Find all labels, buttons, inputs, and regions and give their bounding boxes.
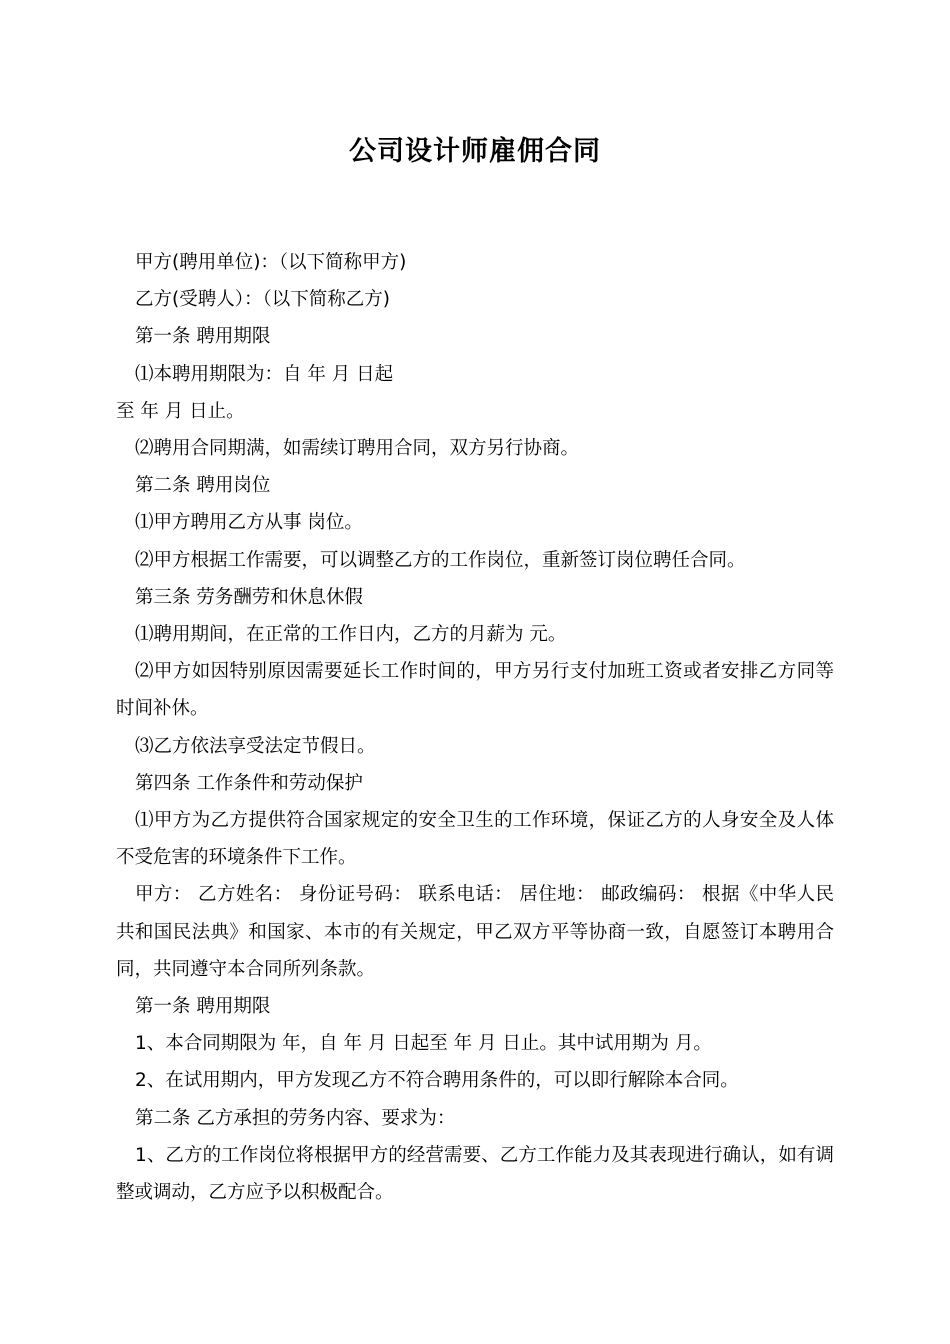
clause-paragraph: ⑴本聘用期限为：自 年 月 日起 <box>135 363 394 385</box>
article-heading: 第二条 聘用岗位 <box>135 475 271 497</box>
clause-paragraph: 1、本合同期限为 年，自 年 月 日起至 年 月 日止。其中试用期为 月。 <box>135 1033 712 1055</box>
clause-paragraph: ⑶乙方依法享受法定节假日。 <box>135 735 376 757</box>
party-a-line: 甲方(聘用单位)：（以下简称甲方) <box>135 252 407 273</box>
article-heading: 第二条 乙方承担的劳务内容、要求为： <box>135 1107 456 1129</box>
document-title: 公司设计师雇佣合同 <box>349 136 601 167</box>
article-heading: 第一条 聘用期限 <box>135 996 271 1018</box>
clause-paragraph: ⑴甲方聘用乙方从事 岗位。 <box>135 512 363 534</box>
clause-paragraph: 2、在试用期内，甲方发现乙方不符合聘用条件的，可以即行解除本合同。 <box>135 1070 739 1092</box>
clause-paragraph: ⑴聘用期间，在正常的工作日内，乙方的月薪为 元。 <box>135 624 567 646</box>
clause-paragraph: 1、乙方的工作岗位将根据甲方的经营需要、乙方工作能力及其表现进行确认，如有调整或调动，乙方应予以积极配合。 <box>116 1144 834 1204</box>
article-heading: 第三条 劳务酬劳和休息休假 <box>135 586 363 608</box>
clause-paragraph: ⑵聘用合同期满，如需续订聘用合同，双方另行协商。 <box>135 438 580 460</box>
article-heading: 第四条 工作条件和劳动保护 <box>135 772 363 794</box>
parties-info-paragraph: 甲方： 乙方姓名： 身份证号码： 联系电话： 居住地： 邮政编码： 根据《中华人民共和国民法典》和国家、本市的有关规定，甲乙双方平等协商一致，自愿签订本聘用合同，共同遵守本合同所列条款。 <box>116 884 834 980</box>
article-heading: 第一条 聘用期限 <box>135 326 271 348</box>
document-body <box>116 244 834 1211</box>
clause-paragraph: ⑵甲方根据工作需要，可以调整乙方的工作岗位，重新签订岗位聘任合同。 <box>135 549 746 571</box>
clause-paragraph: 至 年 月 日止。 <box>116 400 245 422</box>
party-b-line: 乙方(受聘人）：（以下简称乙方) <box>135 289 390 311</box>
clause-paragraph: ⑴甲方为乙方提供符合国家规定的安全卫生的工作环境，保证乙方的人身安全及人体不受危害的环境条件下工作。 <box>116 810 834 869</box>
clause-paragraph: ⑵甲方如因特别原因需要延长工作时间的，甲方另行支付加班工资或者安排乙方同等时间补休。 <box>116 661 834 720</box>
